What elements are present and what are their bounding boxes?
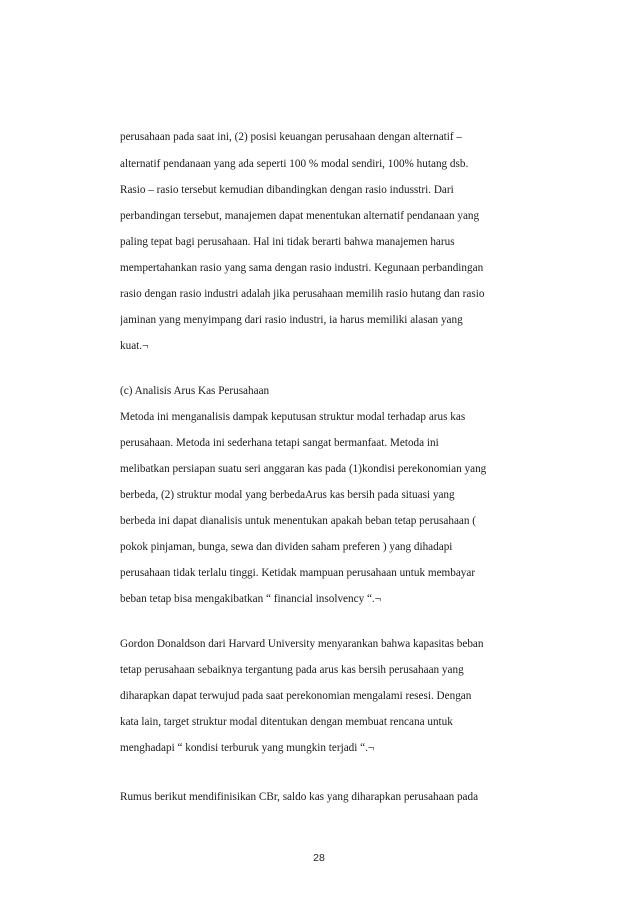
text-line: paling tepat bagi perusahaan. Hal ini tidak berarti bahwa manajemen harus xyxy=(120,236,455,248)
text-line: rasio dengan rasio industri adalah jika perusahaan memilih rasio hutang dan rasio xyxy=(120,288,485,300)
text-line: alternatif pendanaan yang ada seperti 100 % modal sendiri, 100% hutang dsb. xyxy=(120,158,469,170)
text-line: perusahaan pada saat ini, (2) posisi keuangan perusahaan dengan alternatif – xyxy=(120,131,463,143)
text-line: kuat.¬ xyxy=(120,340,149,352)
text-line: beban tetap bisa mengakibatkan “ financial insolvency “.¬ xyxy=(120,593,382,605)
text-line: Rumus berikut mendifinisikan CBr, saldo kas yang diharapkan perusahaan pada xyxy=(120,791,479,803)
text-line: tetap perusahaan sebaiknya tergantung pada arus kas bersih perusahaan yang xyxy=(120,664,464,676)
text-line: Gordon Donaldson dari Harvard University menyarankan bahwa kapasitas beban xyxy=(120,638,484,650)
text-line: mempertahankan rasio yang sama dengan rasio industri. Kegunaan perbandingan xyxy=(120,262,484,274)
text-line: menghadapi “ kondisi terburuk yang mungkin terjadi “.¬ xyxy=(120,742,375,754)
text-line: berbeda ini dapat dianalisis untuk menentukan apakah beban tetap perusahaan ( xyxy=(120,515,477,527)
text-line: perbandingan tersebut, manajemen dapat menentukan alternatif pendanaan yang xyxy=(120,210,480,222)
text-line: kata lain, target struktur modal ditentukan dengan membuat rencana untuk xyxy=(120,716,453,728)
text-line: jaminan yang menyimpang dari rasio industri, ia harus memiliki alasan yang xyxy=(120,314,463,326)
text-line: pokok pinjaman, bunga, sewa dan dividen saham preferen ) yang dihadapi xyxy=(120,541,453,553)
text-line: melibatkan persiapan suatu seri anggaran kas pada (1)kondisi perekonomian yang xyxy=(120,463,487,475)
text-line: Metoda ini menganalisis dampak keputusan struktur modal terhadap arus kas xyxy=(120,411,466,423)
text-line: berbeda, (2) struktur modal yang berbedaArus kas bersih pada situasi yang xyxy=(120,489,455,501)
text-line: Rasio – rasio tersebut kemudian dibandingkan dengan rasio indusstri. Dari xyxy=(120,184,454,196)
text-line: perusahaan. Metoda ini sederhana tetapi sangat bermanfaat. Metoda ini xyxy=(120,437,439,449)
section-heading: (c) Analisis Arus Kas Perusahaan xyxy=(120,385,270,397)
text-line: diharapkan dapat terwujud pada saat perekonomian mengalami resesi. Dengan xyxy=(120,690,472,702)
page-number: 28 xyxy=(313,852,325,864)
text-line: perusahaan tidak terlalu tinggi. Ketidak mampuan perusahaan untuk membayar xyxy=(120,567,476,579)
